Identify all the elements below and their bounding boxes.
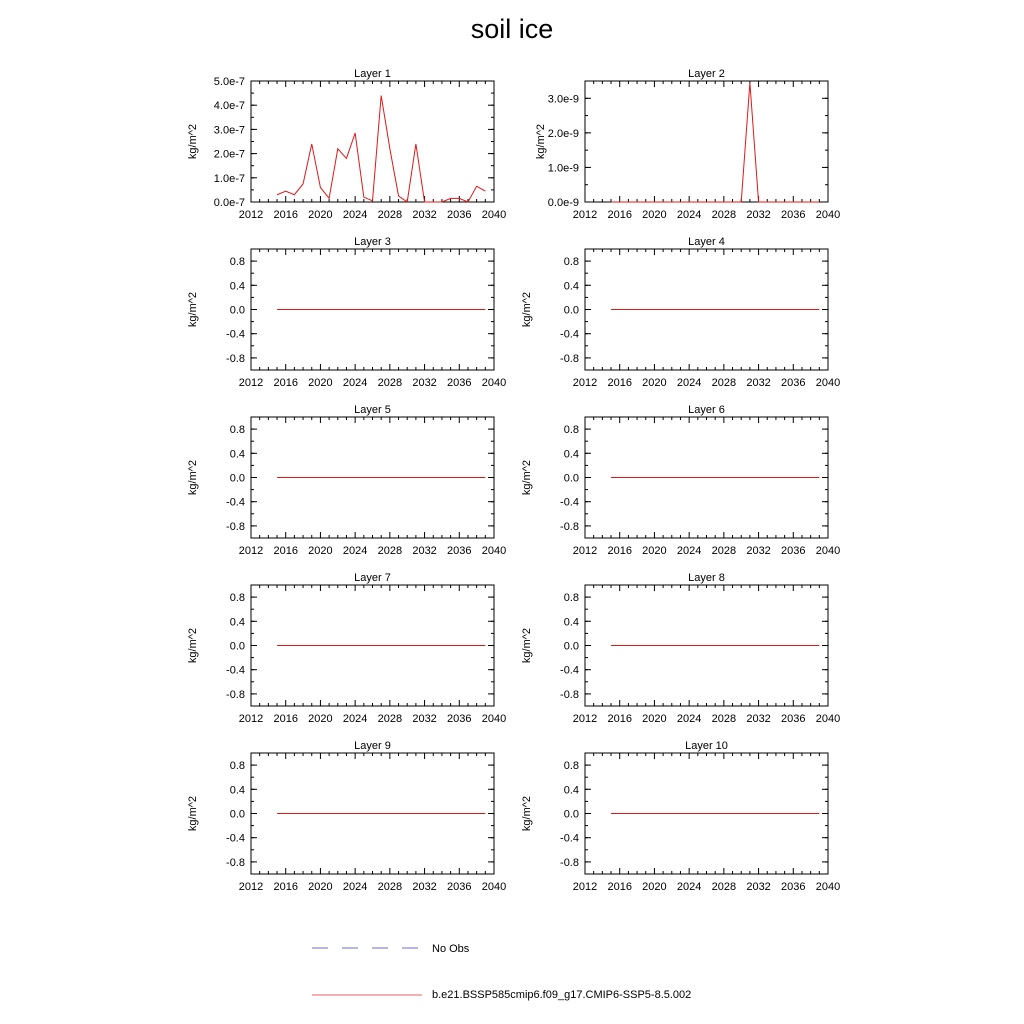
x-tick-label: 2032 <box>746 209 771 221</box>
y-tick-label: 0.8 <box>229 760 245 773</box>
y-tick-label: 0.4 <box>563 280 579 293</box>
panel-title: Layer 1 <box>354 68 391 80</box>
legend-swatch-model <box>312 990 422 1000</box>
y-tick-label: 0.4 <box>229 280 245 293</box>
y-tick-label: -0.8 <box>560 352 579 365</box>
y-tick-label: 0.4 <box>229 784 245 797</box>
x-tick-label: 2040 <box>815 545 841 557</box>
x-tick-label: 2012 <box>572 713 598 725</box>
x-tick-label: 2020 <box>642 377 667 389</box>
y-tick-label: 0.8 <box>563 760 579 773</box>
x-tick-label: 2036 <box>781 713 806 725</box>
x-tick-label: 2020 <box>308 209 333 221</box>
x-tick-label: 2032 <box>746 545 771 557</box>
x-tick-label: 2024 <box>676 713 702 725</box>
y-axis-label: kg/m^2 <box>187 459 199 496</box>
y-tick-label: 5.0e-7 <box>213 76 245 88</box>
x-tick-label: 2020 <box>642 881 667 893</box>
y-tick-label: 0.0e-9 <box>547 197 579 209</box>
y-tick-label: -0.4 <box>560 832 579 845</box>
x-tick-label: 2032 <box>746 377 771 389</box>
y-tick-label: -0.8 <box>560 520 579 533</box>
x-tick-label: 2012 <box>238 881 264 893</box>
x-tick-label: 2024 <box>676 545 702 557</box>
y-tick-label: -0.4 <box>226 496 245 509</box>
y-axis-label: kg/m^2 <box>521 627 533 664</box>
x-tick-label: 2036 <box>447 377 472 389</box>
x-tick-label: 2024 <box>676 881 702 893</box>
x-tick-label: 2040 <box>815 713 841 725</box>
x-tick-label: 2012 <box>572 545 598 557</box>
y-tick-label: -0.8 <box>226 352 245 365</box>
y-tick-label: -0.4 <box>226 832 245 845</box>
y-tick-label: 0.0 <box>229 640 245 653</box>
x-tick-label: 2032 <box>412 377 437 389</box>
panel-layer-9 <box>187 740 506 893</box>
x-tick-label: 2028 <box>377 881 403 893</box>
x-tick-label: 2036 <box>447 881 472 893</box>
y-tick-label: 2.0e-9 <box>547 127 579 140</box>
y-tick-label: -0.4 <box>560 664 579 677</box>
y-tick-label: 0.4 <box>563 784 579 797</box>
x-tick-label: 2032 <box>412 881 437 893</box>
x-tick-label: 2012 <box>572 377 598 389</box>
y-axis-label: kg/m^2 <box>187 123 199 160</box>
y-tick-label: 0.0 <box>229 472 245 485</box>
y-tick-label: 0.4 <box>229 616 245 629</box>
y-tick-label: 0.8 <box>563 592 579 605</box>
y-axis-label: kg/m^2 <box>187 627 199 664</box>
x-tick-label: 2040 <box>481 545 507 557</box>
y-tick-label: 0.8 <box>229 592 245 605</box>
panel-title: Layer 5 <box>354 404 391 416</box>
x-tick-label: 2016 <box>607 209 632 221</box>
plot-frame <box>585 81 828 202</box>
y-tick-label: 0.4 <box>563 616 579 629</box>
panel-layer-1 <box>187 68 506 221</box>
x-tick-label: 2032 <box>412 209 437 221</box>
y-tick-label: -0.8 <box>560 688 579 701</box>
x-tick-label: 2040 <box>815 377 841 389</box>
x-tick-label: 2036 <box>447 545 472 557</box>
x-tick-label: 2020 <box>642 713 667 725</box>
x-tick-label: 2024 <box>676 209 702 221</box>
series-line <box>277 96 485 202</box>
panel-title: Layer 9 <box>354 740 391 752</box>
x-tick-label: 2036 <box>781 881 806 893</box>
x-tick-label: 2036 <box>781 209 806 221</box>
x-tick-label: 2012 <box>572 209 598 221</box>
y-axis-label: kg/m^2 <box>521 795 533 832</box>
x-tick-label: 2020 <box>308 377 333 389</box>
y-tick-label: 2.0e-7 <box>213 148 245 161</box>
series-line <box>611 83 819 202</box>
panel-layer-5 <box>187 404 506 557</box>
x-tick-label: 2036 <box>781 545 806 557</box>
x-tick-label: 2028 <box>377 713 403 725</box>
x-tick-label: 2036 <box>781 377 806 389</box>
panel-title: Layer 7 <box>354 572 391 584</box>
panel-layer-2 <box>535 68 840 221</box>
y-tick-label: 3.0e-9 <box>547 93 579 106</box>
y-tick-label: 0.0 <box>563 640 579 653</box>
y-tick-label: -0.8 <box>560 856 579 869</box>
y-tick-label: 0.8 <box>563 256 579 269</box>
x-tick-label: 2012 <box>572 881 598 893</box>
y-tick-label: 4.0e-7 <box>213 100 245 113</box>
page-title: soil ice <box>470 14 554 44</box>
x-tick-label: 2020 <box>642 209 667 221</box>
x-tick-label: 2028 <box>711 377 737 389</box>
x-tick-label: 2036 <box>447 713 472 725</box>
x-tick-label: 2028 <box>377 377 403 389</box>
x-tick-label: 2028 <box>711 881 737 893</box>
x-tick-label: 2024 <box>342 545 368 557</box>
x-tick-label: 2012 <box>238 209 264 221</box>
y-tick-label: 0.0 <box>229 304 245 317</box>
x-tick-label: 2024 <box>342 881 368 893</box>
y-axis-label: kg/m^2 <box>521 291 533 328</box>
x-tick-label: 2016 <box>273 881 298 893</box>
x-tick-label: 2012 <box>238 545 264 557</box>
panel-title: Layer 4 <box>688 236 725 248</box>
panel-layer-4 <box>521 236 840 389</box>
panel-layer-6 <box>521 404 840 557</box>
x-tick-label: 2040 <box>481 377 507 389</box>
y-axis-label: kg/m^2 <box>187 291 199 328</box>
panel-layer-8 <box>521 572 840 725</box>
y-tick-label: -0.4 <box>226 328 245 341</box>
panel-title: Layer 6 <box>688 404 725 416</box>
y-tick-label: 0.4 <box>563 448 579 461</box>
y-tick-label: 0.8 <box>229 424 245 437</box>
x-tick-label: 2024 <box>342 377 368 389</box>
x-tick-label: 2020 <box>308 881 333 893</box>
x-tick-label: 2024 <box>676 377 702 389</box>
x-tick-label: 2040 <box>481 713 507 725</box>
y-tick-label: -0.4 <box>560 496 579 509</box>
y-tick-label: 3.0e-7 <box>213 124 245 137</box>
panel-layer-3 <box>187 236 506 389</box>
x-tick-label: 2020 <box>308 545 333 557</box>
x-tick-label: 2028 <box>377 545 403 557</box>
y-tick-label: 0.0 <box>563 472 579 485</box>
y-tick-label: 1.0e-9 <box>547 162 579 175</box>
x-tick-label: 2036 <box>447 209 472 221</box>
y-tick-label: -0.4 <box>560 328 579 341</box>
x-tick-label: 2020 <box>308 713 333 725</box>
x-tick-label: 2040 <box>815 209 841 221</box>
panel-title: Layer 2 <box>688 68 725 80</box>
x-tick-label: 2040 <box>481 881 507 893</box>
plot-frame <box>251 81 494 202</box>
x-tick-label: 2032 <box>412 713 437 725</box>
x-tick-label: 2016 <box>607 881 632 893</box>
x-tick-label: 2032 <box>746 713 771 725</box>
y-tick-label: -0.8 <box>226 856 245 869</box>
y-tick-label: 0.4 <box>229 448 245 461</box>
panel-title: Layer 8 <box>688 572 725 584</box>
x-tick-label: 2016 <box>273 713 298 725</box>
y-axis-label: kg/m^2 <box>535 123 547 160</box>
x-tick-label: 2028 <box>711 209 737 221</box>
y-tick-label: 0.8 <box>563 424 579 437</box>
x-tick-label: 2024 <box>342 713 368 725</box>
x-tick-label: 2028 <box>711 713 737 725</box>
panel-layer-7 <box>187 572 506 725</box>
x-tick-label: 2040 <box>481 209 507 221</box>
y-axis-label: kg/m^2 <box>521 459 533 496</box>
x-tick-label: 2032 <box>746 881 771 893</box>
x-tick-label: 2020 <box>642 545 667 557</box>
x-tick-label: 2016 <box>273 377 298 389</box>
x-tick-label: 2016 <box>607 713 632 725</box>
x-tick-label: 2028 <box>377 209 403 221</box>
panel-title: Layer 3 <box>354 236 391 248</box>
legend-swatch-no-obs <box>312 943 422 953</box>
legend-label-no-obs: No Obs <box>432 943 470 955</box>
x-tick-label: 2032 <box>412 545 437 557</box>
y-tick-label: 0.0e-7 <box>213 197 245 209</box>
y-tick-label: 0.8 <box>229 256 245 269</box>
panel-layer-10 <box>521 740 840 893</box>
y-tick-label: 0.0 <box>229 808 245 821</box>
x-tick-label: 2012 <box>238 377 264 389</box>
y-tick-label: 0.0 <box>563 808 579 821</box>
y-tick-label: -0.4 <box>226 664 245 677</box>
x-tick-label: 2016 <box>607 545 632 557</box>
y-tick-label: 1.0e-7 <box>213 172 245 185</box>
y-tick-label: -0.8 <box>226 688 245 701</box>
y-tick-label: -0.8 <box>226 520 245 533</box>
x-tick-label: 2016 <box>607 377 632 389</box>
x-tick-label: 2012 <box>238 713 264 725</box>
y-axis-label: kg/m^2 <box>187 795 199 832</box>
x-tick-label: 2028 <box>711 545 737 557</box>
x-tick-label: 2016 <box>273 209 298 221</box>
x-tick-label: 2024 <box>342 209 368 221</box>
x-tick-label: 2040 <box>815 881 841 893</box>
panel-title: Layer 10 <box>685 740 728 752</box>
x-tick-label: 2016 <box>273 545 298 557</box>
legend-label-model: b.e21.BSSP585cmip6.f09_g17.CMIP6-SSP5-8.5.002 <box>432 989 692 1001</box>
y-tick-label: 0.0 <box>563 304 579 317</box>
